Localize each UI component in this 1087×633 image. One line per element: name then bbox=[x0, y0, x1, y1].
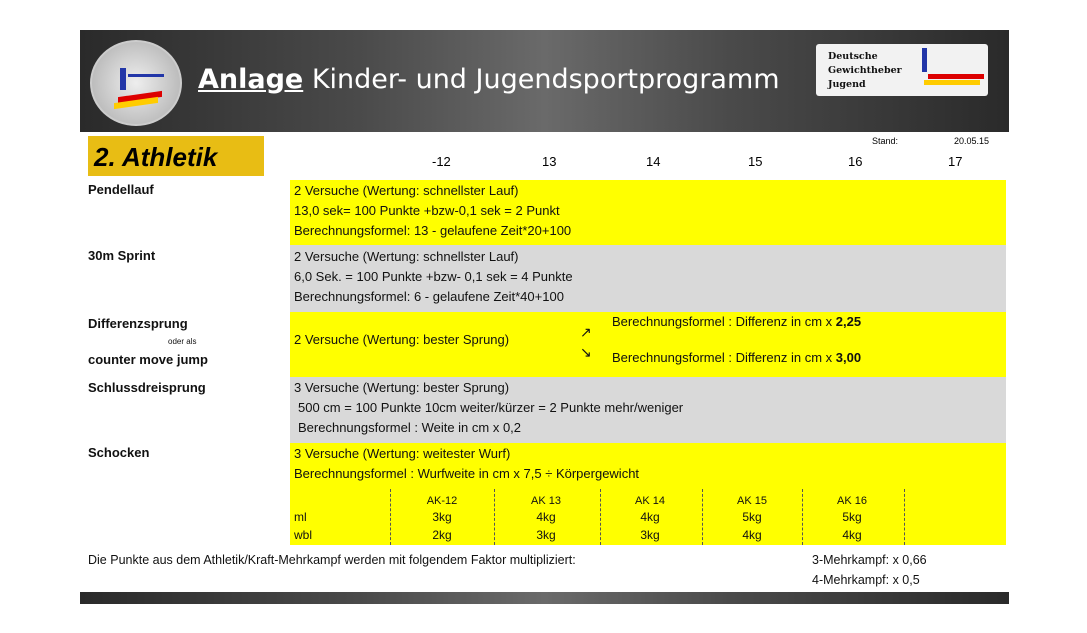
text: wbl bbox=[294, 528, 313, 542]
text: Berechnungsformel : Wurfweite in cm x 7,5 ÷ Körpergewicht bbox=[294, 466, 640, 481]
row-differenzsprung bbox=[290, 312, 1006, 377]
text: Deutsche bbox=[828, 51, 878, 62]
text: Anlage bbox=[198, 64, 304, 95]
text: Berechnungsformel: 13 - gelaufene Zeit*20+100 bbox=[294, 223, 572, 238]
text: 2 Versuche (Wertung: bester Sprung) bbox=[294, 332, 510, 347]
arrow-up-right-icon: ↗ bbox=[580, 324, 592, 340]
factor-4: 4-Mehrkampf: x 0,5 bbox=[812, 573, 920, 587]
footer-note: Die Punkte aus dem Athletik/Kraft-Mehrkampf werden mit folgendem Faktor multipliziert: bbox=[88, 553, 576, 567]
page-title bbox=[198, 64, 780, 95]
text: 3kg bbox=[432, 510, 452, 524]
text: Berechnungsformel : Differenz in cm x bbox=[612, 314, 836, 329]
row-label: counter move jump bbox=[88, 352, 208, 367]
text: 3 Versuche (Wertung: bester Sprung) bbox=[294, 380, 510, 395]
row-label-note: oder als bbox=[168, 337, 197, 346]
text: 4kg bbox=[536, 510, 556, 524]
arrow-down-right-icon: ↘ bbox=[580, 344, 592, 360]
row-schocken bbox=[290, 443, 1006, 545]
text: 3kg bbox=[536, 528, 556, 542]
header bbox=[80, 30, 1009, 132]
text: 3kg bbox=[640, 528, 660, 542]
text: AK 13 bbox=[531, 495, 561, 507]
stand-label: Stand: bbox=[872, 136, 899, 146]
text: 2 Versuche (Wertung: schnellster Lauf) bbox=[294, 249, 519, 264]
federation-seal-logo bbox=[90, 40, 182, 126]
section-title: 2. Athletik bbox=[88, 136, 264, 176]
row-label: Schocken bbox=[88, 445, 150, 460]
row-sprint bbox=[290, 245, 1006, 312]
row-label: Differenzsprung bbox=[88, 316, 188, 331]
text: 3 Versuche (Wertung: weitester Wurf) bbox=[294, 446, 511, 461]
stand-date: 20.05.15 bbox=[954, 136, 990, 146]
text: Berechnungsformel : Weite in cm x 0,2 bbox=[298, 420, 522, 435]
text: 5kg bbox=[742, 510, 762, 524]
text: Gewichtheber bbox=[828, 65, 902, 76]
row-schlussdreisprung bbox=[290, 377, 1006, 443]
age-header: 15 bbox=[748, 154, 763, 169]
dgj-logo bbox=[816, 44, 988, 96]
text: 2kg bbox=[432, 528, 452, 542]
text: 4kg bbox=[842, 528, 862, 542]
text: AK 15 bbox=[737, 495, 767, 507]
text: 5kg bbox=[842, 510, 862, 524]
row-label: Pendellauf bbox=[88, 182, 154, 197]
text: 4kg bbox=[742, 528, 762, 542]
text: 2,25 bbox=[835, 314, 862, 329]
text: 2 Versuche (Wertung: schnellster Lauf) bbox=[294, 183, 519, 198]
text: AK 16 bbox=[837, 495, 867, 507]
age-header: 14 bbox=[646, 154, 661, 169]
slide bbox=[80, 30, 1009, 604]
text: 3,00 bbox=[835, 350, 862, 365]
text: AK 14 bbox=[635, 495, 665, 507]
row-pendellauf bbox=[290, 180, 1006, 245]
factor-3: 3-Mehrkampf: x 0,66 bbox=[812, 553, 927, 567]
age-header: 16 bbox=[848, 154, 863, 169]
text: Berechnungsformel: 6 - gelaufene Zeit*40+100 bbox=[294, 289, 564, 304]
content-table bbox=[80, 132, 1009, 592]
text: AK-12 bbox=[426, 495, 458, 507]
age-header: 13 bbox=[542, 154, 557, 169]
age-header: 17 bbox=[948, 154, 963, 169]
text: 4kg bbox=[640, 510, 660, 524]
shot-weight-table bbox=[290, 489, 1006, 545]
text: Berechnungsformel : Differenz in cm x bbox=[612, 350, 836, 365]
text: Jugend bbox=[828, 79, 866, 90]
text: Kinder- und Jugendsportprogramm bbox=[303, 64, 780, 95]
row-label: 30m Sprint bbox=[88, 248, 156, 263]
text: 13,0 sek= 100 Punkte +bzw-0,1 sek = 2 Punkt bbox=[294, 203, 560, 218]
text: ml bbox=[294, 510, 307, 524]
text: 500 cm = 100 Punkte 10cm weiter/kürzer = 2 Punkte mehr/weniger bbox=[298, 400, 684, 415]
row-label: Schlussdreisprung bbox=[88, 380, 206, 395]
age-header: -12 bbox=[432, 154, 451, 169]
text: 6,0 Sek. = 100 Punkte +bzw- 0,1 sek = 4 Punkte bbox=[294, 269, 573, 284]
